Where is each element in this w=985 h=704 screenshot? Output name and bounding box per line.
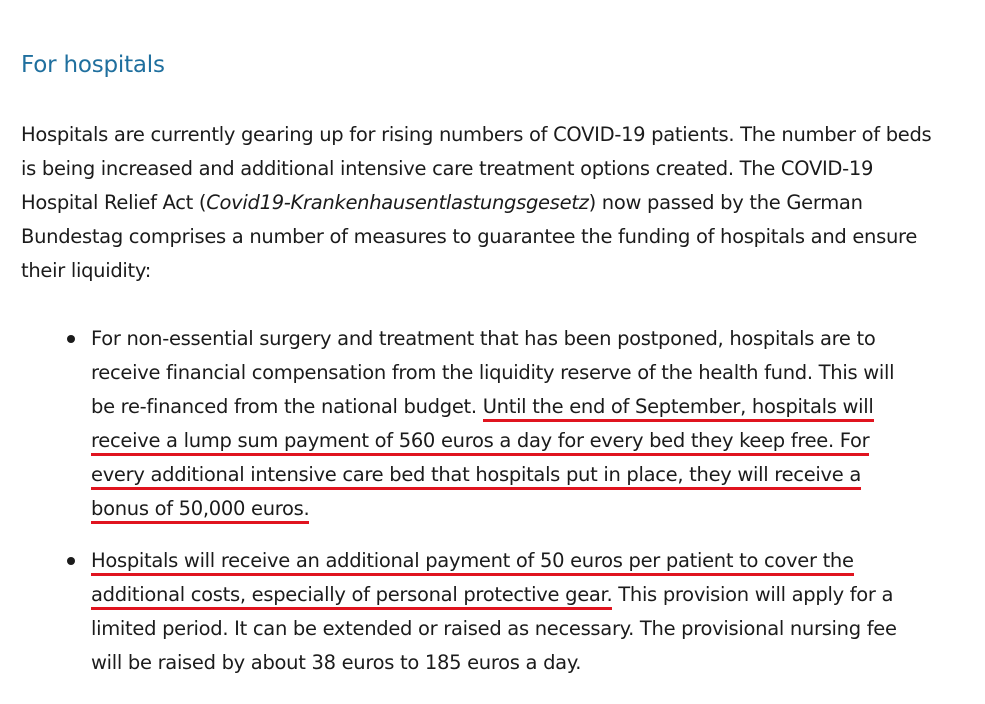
bullet-icon [67, 557, 75, 565]
measures-list [0, 322, 985, 680]
intro-text-end: ) now passed by the German Bundestag comprises a number of measures to guarantee the funding of hospitals and ensure their liquidity: [21, 191, 918, 282]
bullet-text-plain: For non-essential surgery and treatment that has been postponed, hospitals are to receive financial compensation from the liquidity reserve of the health fund. This will be re-financed from the national budget. [91, 327, 895, 418]
bullet-text-highlighted: Until the end of September, hospitals will receive a lump sum payment of 560 euros a day for every bed they keep free. For every additional intensive care bed that hospitals put in place, they will receive a bonus of 50,000 euros. [91, 395, 874, 524]
bullet-text-plain-end: This provision will apply for a limited period. It can be extended or raised as necessary. The provisional nursing fee will be raised by about 38 euros to 185 euros a day. [91, 583, 897, 674]
intro-text-start: Hospitals are currently gearing up for rising numbers of COVID-19 patients. The number of beds is being increased and additional intensive care treatment options created. The COVID-19 Hospital Relief Act ( [21, 123, 932, 214]
bullet-text-highlighted: Hospitals will receive an additional payment of 50 euros per patient to cover the additional costs, especially of personal protective gear. [91, 549, 854, 610]
section-heading: For hospitals [21, 52, 165, 78]
list-item [0, 544, 921, 680]
intro-paragraph [21, 118, 936, 288]
bullet-icon [67, 335, 75, 343]
intro-act-name: Covid19-Krankenhausentlastungsgesetz [206, 191, 589, 214]
list-item [0, 322, 921, 526]
